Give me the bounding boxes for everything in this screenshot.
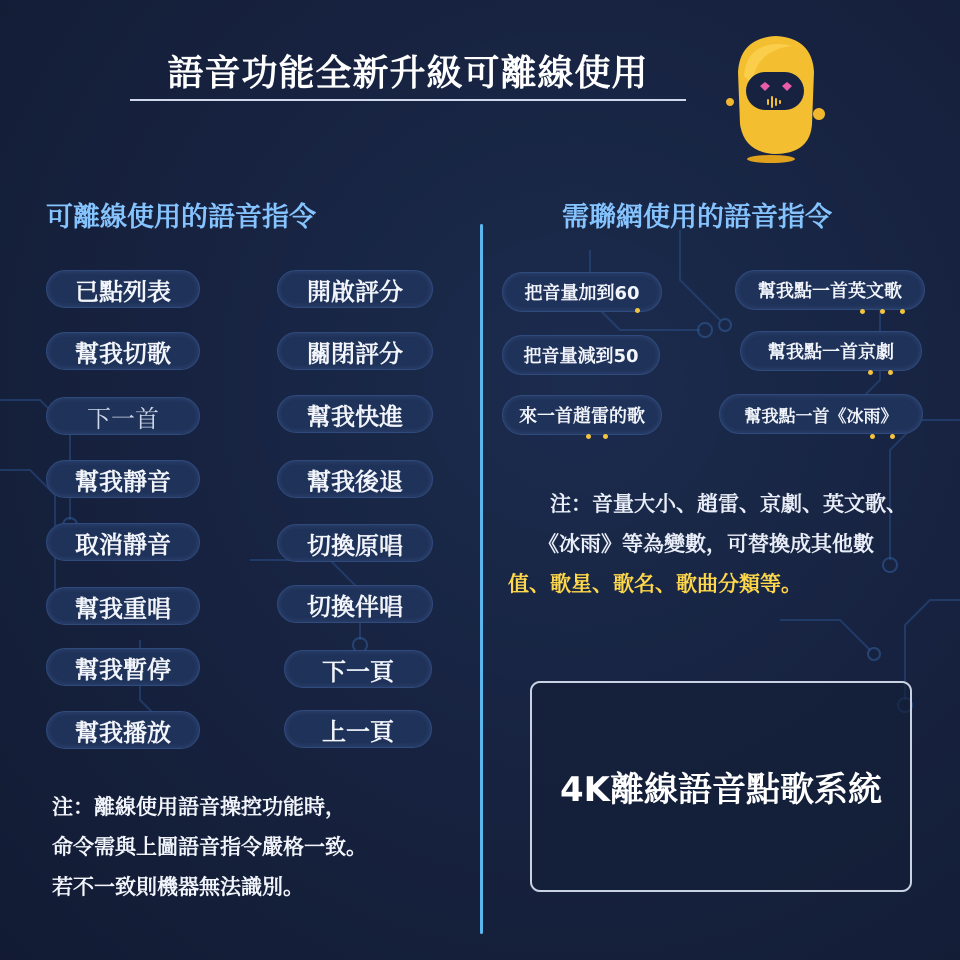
page-title: 語音功能全新升級可離線使用 [167, 53, 649, 94]
section-divider [480, 224, 483, 934]
online-command-chip: 幫我點一首《冰雨》 [719, 394, 923, 434]
command-chip: 下一首 [46, 397, 200, 435]
online-note-highlight: 值、歌星、歌名、歌曲分類等。 [508, 572, 802, 596]
command-chip: 幫我靜音 [46, 460, 200, 498]
command-chip: 關閉評分 [277, 332, 433, 370]
variable-marker-dot [860, 309, 865, 314]
online-note-line: 《冰雨》等為變數，可替換成其他數 [538, 532, 874, 556]
system-label: 4K離線語音點歌系統 [559, 770, 882, 810]
variable-marker-dot [603, 434, 608, 439]
command-chip: 幫我切歌 [46, 332, 200, 370]
online-section-title: 需聯網使用的語音指令 [562, 202, 832, 233]
online-command-chip: 來一首趙雷的歌 [502, 395, 662, 435]
command-chip: 幫我暫停 [46, 648, 200, 686]
command-chip: 開啟評分 [277, 270, 433, 308]
online-command-chip: 幫我點一首京劇 [740, 331, 922, 371]
variable-marker-dot [635, 308, 640, 313]
command-chip: 幫我快進 [277, 395, 433, 433]
command-chip: 幫我後退 [277, 460, 433, 498]
command-chip: 切換原唱 [277, 524, 433, 562]
command-chip: 上一頁 [284, 710, 432, 748]
command-chip: 下一頁 [284, 650, 432, 688]
variable-marker-dot [900, 309, 905, 314]
online-command-chip: 幫我點一首英文歌 [735, 270, 925, 310]
offline-note-line: 若不一致則機器無法識別。 [52, 875, 304, 899]
variable-marker-dot [870, 434, 875, 439]
command-chip: 幫我播放 [46, 711, 200, 749]
online-note-line: 注：音量大小、趙雷、京劇、英文歌、 [550, 492, 907, 516]
title-underline [130, 99, 686, 101]
robot-mascot-icon [716, 28, 836, 168]
offline-note-line: 命令需與上圖語音指令嚴格一致。 [52, 835, 367, 859]
variable-marker-dot [888, 370, 893, 375]
online-command-chip: 把音量減到50 [502, 335, 660, 375]
online-command-chip: 把音量加到60 [502, 272, 662, 312]
variable-marker-dot [868, 370, 873, 375]
command-chip: 已點列表 [46, 270, 200, 308]
system-label-box [530, 681, 912, 892]
offline-section-title: 可離線使用的語音指令 [46, 202, 316, 233]
offline-note [52, 787, 367, 907]
command-chip: 切換伴唱 [277, 585, 433, 623]
variable-marker-dot [586, 434, 591, 439]
command-chip: 幫我重唱 [46, 587, 200, 625]
command-chip: 取消靜音 [46, 523, 200, 561]
variable-marker-dot [880, 309, 885, 314]
offline-note-line: 注：離線使用語音操控功能時， [52, 795, 346, 819]
variable-marker-dot [890, 434, 895, 439]
